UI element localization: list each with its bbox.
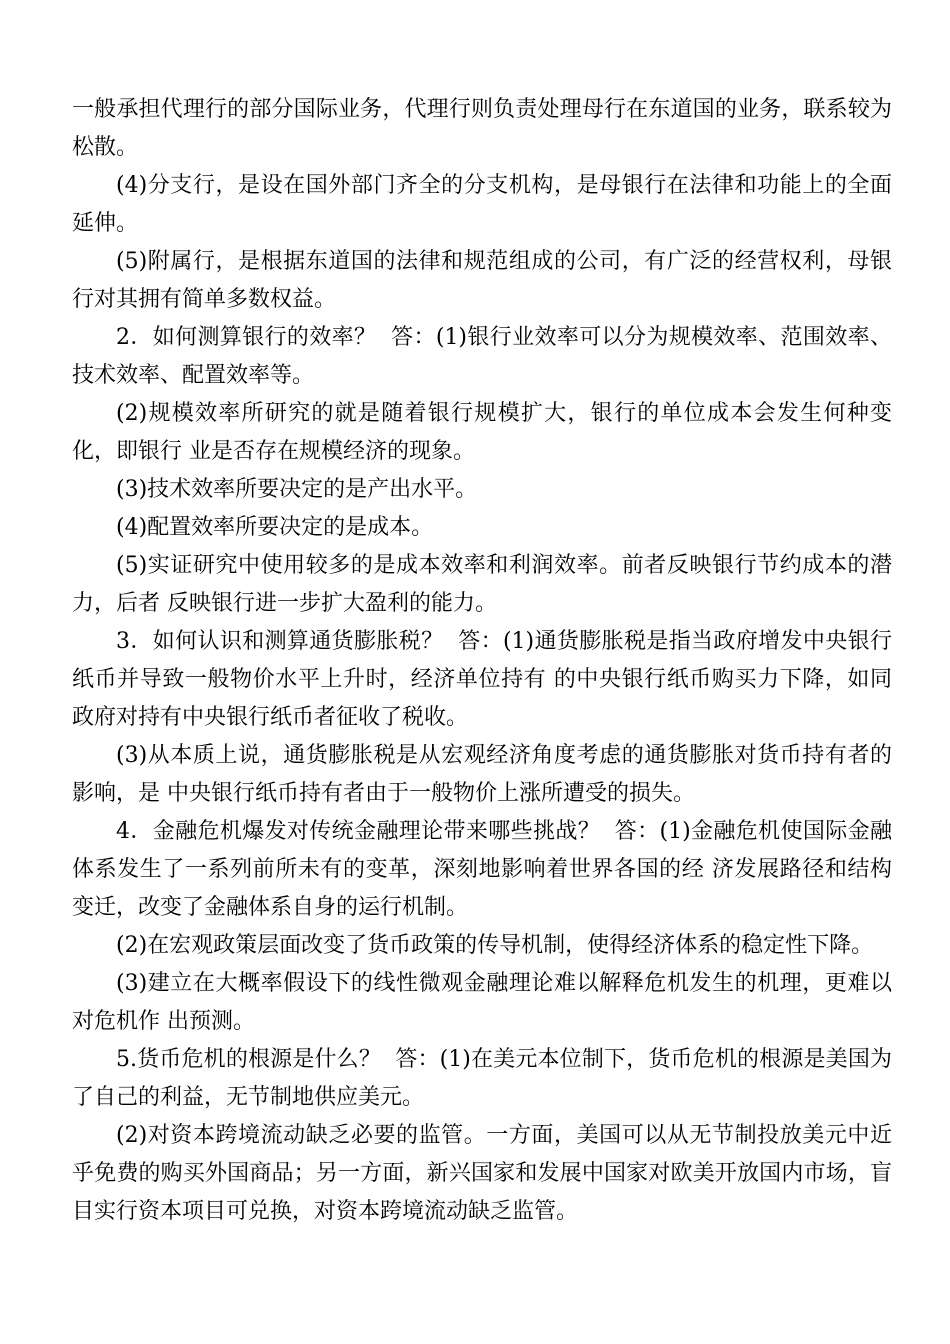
question-2-answer-5: (5)实证研究中使用较多的是成本效率和利润效率。前者反映银行节约成本的潜力，后者 反映银行进一步扩大盈利的能力。 <box>72 553 892 616</box>
question-2-answer-1: 2．如何测算银行的效率？ 答：(1)银行业效率可以分为规模效率、范围效率、技术效率、配置效率等。 <box>72 325 892 388</box>
question-3-answer-1: 3．如何认识和测算通货膨胀税？ 答：(1)通货膨胀税是指当政府增发中央银行纸币并导致一般物价水平上升时，经济单位持有 的中央银行纸币购买力下降，如同政府对持有中央银行纸币者征收了税收。 <box>72 629 892 730</box>
paragraph-subsidiary: (5)附属行，是根据东道国的法律和规范组成的公司，有广泛的经营权利，母银行对其拥有简单多数权益。 <box>72 249 892 312</box>
question-2-answer-4: (4)配置效率所要决定的是成本。 <box>116 515 434 540</box>
document-body <box>72 91 892 1231</box>
question-4-answer-3: (3)建立在大概率假设下的线性微观金融理论难以解释危机发生的机理，更难以对危机作 出预测。 <box>72 971 892 1034</box>
question-5-answer-2: (2)对资本跨境流动缺乏必要的监管。一方面，美国可以从无节制投放美元中近乎免费的购买外国商品；另一方面，新兴国家和发展中国家对欧美开放国内市场，盲目实行资本项目可兑换，对资本跨境流动缺乏监管。 <box>72 1123 892 1224</box>
question-3-answer-3: (3)从本质上说，通货膨胀税是从宏观经济角度考虑的通货膨胀对货币持有者的影响，是 中央银行纸币持有者由于一般物价上涨所遭受的损失。 <box>72 743 892 806</box>
paragraph-continuation: 一般承担代理行的部分国际业务，代理行则负责处理母行在东道国的业务，联系较为松散。 <box>72 97 892 160</box>
question-5-answer-1: 5.货币危机的根源是什么？ 答：(1)在美元本位制下，货币危机的根源是美国为了自己的利益，无节制地供应美元。 <box>72 1047 892 1110</box>
paragraph-branch: (4)分支行，是设在国外部门齐全的分支机构，是母银行在法律和功能上的全面延伸。 <box>72 173 892 236</box>
question-4-answer-2: (2)在宏观政策层面改变了货币政策的传导机制，使得经济体系的稳定性下降。 <box>116 933 874 958</box>
question-2-answer-3: (3)技术效率所要决定的是产出水平。 <box>116 477 478 502</box>
question-2-answer-2: (2)规模效率所研究的就是随着银行规模扩大，银行的单位成本会发生何种变化，即银行 业是否存在规模经济的现象。 <box>72 401 892 464</box>
question-4-answer-1: 4．金融危机爆发对传统金融理论带来哪些挑战？ 答：(1)金融危机使国际金融体系发生了一系列前所未有的变革，深刻地影响着世界各国的经 济发展路径和结构变迁，改变了金融体系自身的运行机制。 <box>72 819 892 920</box>
